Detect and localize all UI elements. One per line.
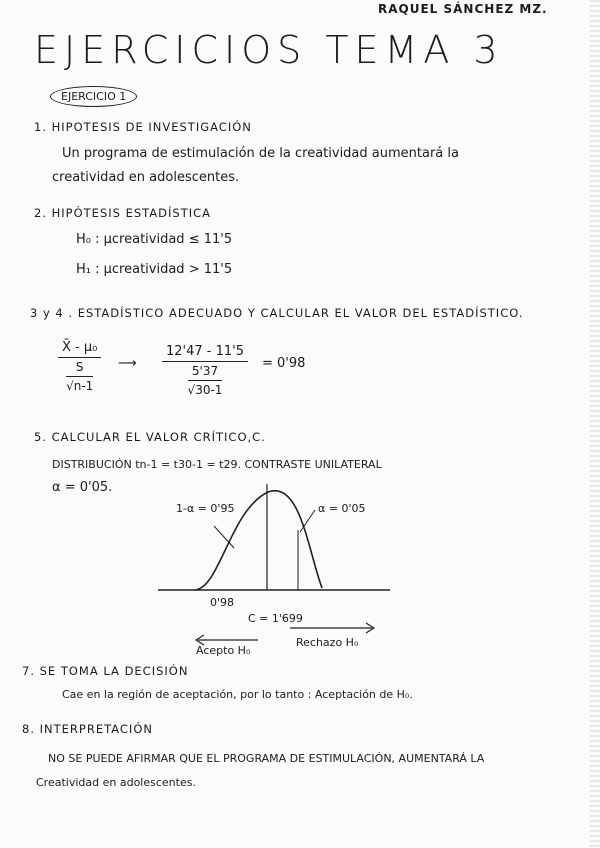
formula-general	[58, 340, 101, 393]
chart-accept-label: Acepto H₀	[196, 644, 251, 657]
section-8-heading: 8. INTERPRETACIÓN	[22, 722, 153, 736]
section-7-heading: 7. SE TOMA LA DECISIÓN	[22, 664, 189, 678]
arrow-icon: ⟶	[118, 356, 137, 371]
chart-right-label: α = 0'05	[318, 502, 366, 515]
chart-critical-label: C = 1'699	[248, 612, 303, 625]
section-1-heading: 1. HIPOTESIS DE INVESTIGACIÓN	[34, 120, 252, 134]
formula-general-numerator: X̄ - μ₀	[58, 340, 101, 358]
formula-general-den-bot: √n-1	[66, 379, 94, 393]
exercise-label: EJERCICIO 1	[50, 86, 137, 107]
hypothesis-alt: H₁ : μcreatividad > 11'5	[76, 262, 233, 277]
statistic-result: = 0'98	[262, 356, 306, 371]
section-8-line-1: NO SE PUEDE AFIRMAR QUE EL PROGRAMA DE ESTIMULACIÓN, AUMENTARÁ LA	[48, 752, 485, 765]
formula-general-den-top: S	[66, 360, 93, 377]
formula-substituted-den-top: 5'37	[188, 364, 223, 381]
chart-left-label: 1-α = 0'95	[176, 502, 235, 515]
page-edge-binding	[590, 0, 600, 848]
section-5-heading: 5. CALCULAR EL VALOR CRÍTICO,C.	[34, 430, 266, 444]
section-5-line-1: DISTRIBUCIÓN tn-1 = t30-1 = t29. CONTRASTE UNILATERAL	[52, 458, 382, 471]
section-5-line-2: α = 0'05.	[52, 480, 113, 495]
formula-substituted	[162, 344, 248, 397]
section-3-4-heading: 3 y 4 . ESTADÍSTICO ADECUADO Y CALCULAR EL VALOR DEL ESTADÍSTICO.	[30, 306, 524, 320]
hypothesis-null: H₀ : μcreatividad ≤ 11'5	[76, 232, 233, 247]
page-title: EJERCICIOS TEMA 3	[34, 28, 504, 72]
chart-stat-label: 0'98	[210, 596, 235, 609]
formula-substituted-den-bot: √30-1	[187, 383, 223, 397]
section-1-line-2: creatividad en adolescentes.	[52, 170, 240, 185]
section-7-line-1: Cae en la región de aceptación, por lo tanto : Aceptación de H₀.	[62, 688, 413, 701]
section-2-heading: 2. HIPÓTESIS ESTADÍSTICA	[34, 206, 212, 220]
section-1-line-1: Un programa de estimulación de la creatividad aumentará la	[62, 146, 459, 161]
formula-substituted-numerator: 12'47 - 11'5	[162, 344, 248, 362]
chart-reject-label: Rechazo H₀	[296, 636, 359, 649]
t-distribution-diagram	[150, 470, 400, 670]
author-name: RAQUEL SÁNCHEZ MZ.	[378, 2, 548, 16]
section-8-line-2: Creatividad en adolescentes.	[36, 776, 196, 789]
